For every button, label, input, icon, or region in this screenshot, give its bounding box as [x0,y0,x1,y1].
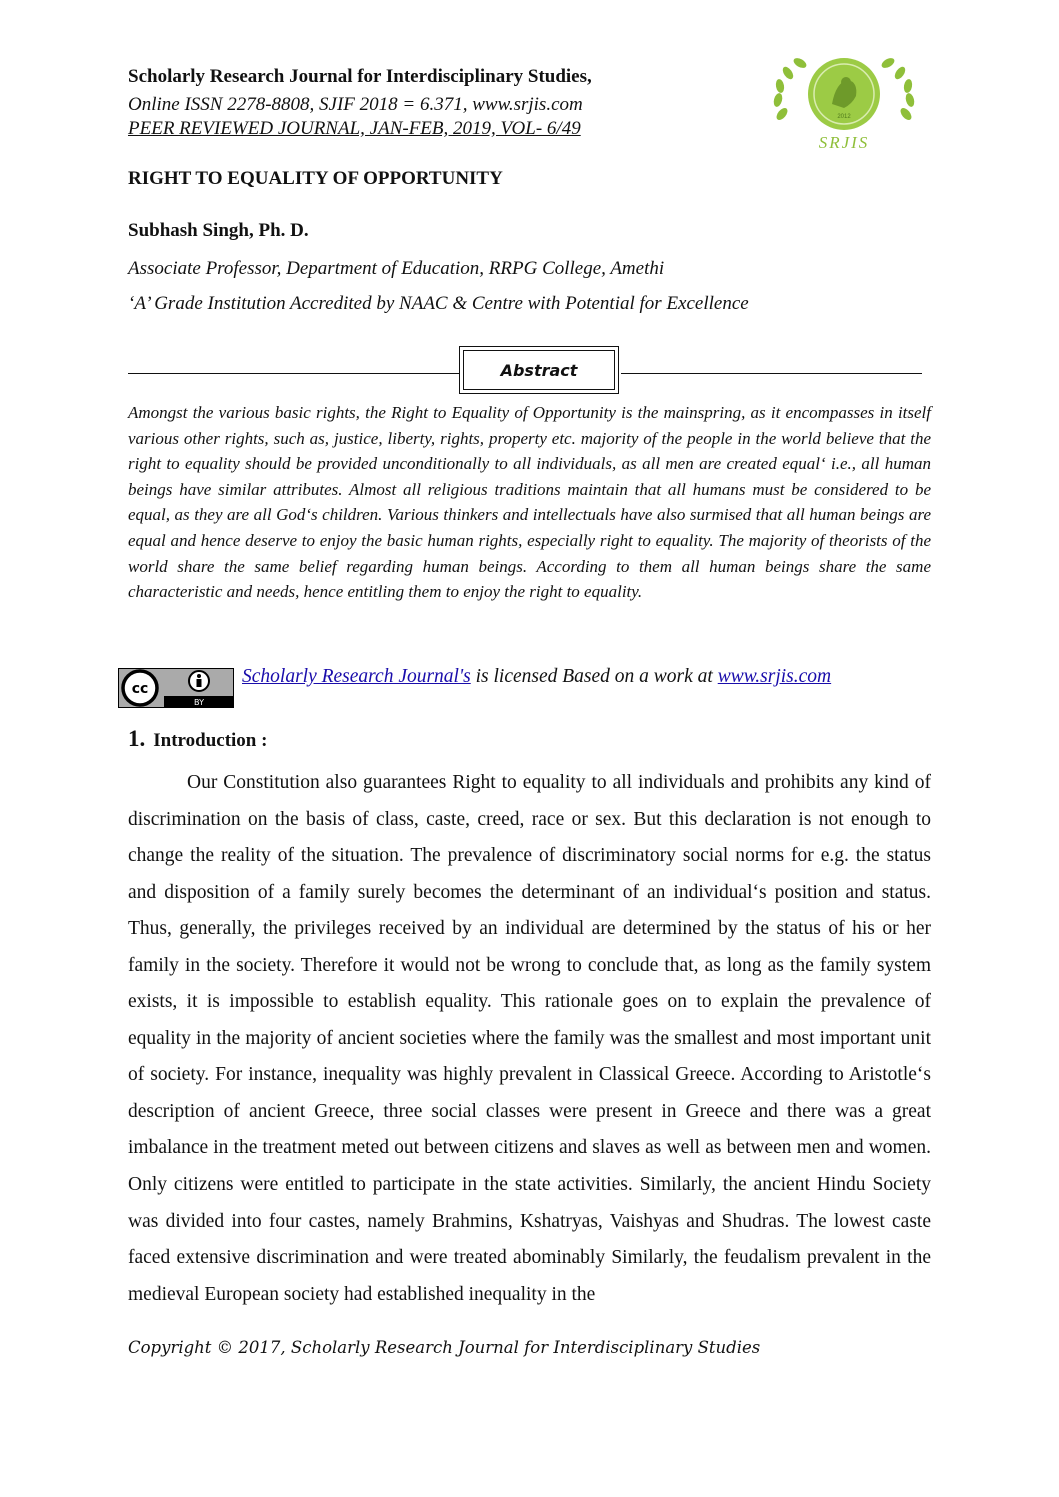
journal-license-link[interactable]: Scholarly Research Journal's [242,666,471,687]
institution-accreditation: ‘A’ Grade Institution Accredited by NAAC & Centre with Potential for Excellence [128,293,749,314]
svg-text:BY: BY [194,698,204,707]
section-title: Introduction : [153,730,268,751]
introduction-paragraph: Our Constitution also guarantees Right to equality to all individuals and prohibits any kind of discrimination on the basis of class, caste, creed, race or sex. But this declaration is not enough to change the reality of the situation. The prevalence of discriminatory social norms for e.g. the status and disposition of a family surely becomes the determinant of an individual‘s position and status. Thus, generally, the privileges received by an individual are determined by the status of his or her family in the society. Therefore it would not be wrong to conclude that, as long as the family system exists, it is impossible to establish equality. This rationale goes on to explain the prevalence of equality in the majority of ancient societies where the family was the smallest and most important unit of society. For instance, inequality was highly prevalent in Classical Greece. According to Aristotle‘s description of ancient Greece, three social classes were present in Greece and there was a great imbalance in the treatment meted out between citizens and slaves as well as between men and women. Only citizens were entitled to participate in the state activities. Similarly, the ancient Hindu Society was divided into four castes, namely Brahmins, Kshatryas, Vaishyas and Shudras. The lowest caste faced extensive discrimination and were treated abominably Similarly, the feudalism prevalent in the medieval European society had established inequality in the [128,772,931,1305]
svg-text:cc: cc [131,681,149,697]
abstract-text [128,400,931,605]
license-text: is licensed Based on a work at [470,666,718,687]
abstract-rule-left [128,373,459,374]
introduction-body [128,765,931,1313]
license-statement [242,666,831,688]
author-name: Subhash Singh, Ph. D. [128,220,309,241]
journal-name: Scholarly Research Journal for Interdisciplinary Studies, [128,66,592,87]
cc-by-license-badge[interactable] [118,668,234,708]
peer-reviewed-line: PEER REVIEWED JOURNAL, JAN-FEB, 2019, VOL- 6/49 [128,118,581,139]
article-title: RIGHT TO EQUALITY OF OPPORTUNITY [128,168,503,189]
abstract-heading: Abstract [463,350,615,390]
srjis-website-link[interactable]: www.srjis.com [717,666,832,687]
section-heading [128,726,267,752]
svg-text:SRJIS: SRJIS [818,133,870,152]
section-number: 1. [128,726,146,751]
svg-text:2012: 2012 [837,114,851,120]
copyright-footer: Copyright © 2017, Scholarly Research Journal for Interdisciplinary Studies [128,1338,761,1357]
issn-line: Online ISSN 2278-8808, SJIF 2018 = 6.371, www.srjis.com [128,94,583,115]
abstract-heading-box [459,346,619,394]
attribution-person-icon [189,671,209,691]
srjis-logo [758,52,930,156]
author-affiliation: Associate Professor, Department of Education, RRPG College, Amethi [128,258,665,279]
abstract-paragraph: Amongst the various basic rights, the Right to Equality of Opportunity is the mainspring, as it encompasses in itself various other rights, such as, justice, liberty, rights, property etc. majority of the people in the world believe that the right to equality should be provided unconditionally to all individuals, as all men are created equal‘ i.e., all human beings have similar attributes. Almost all religious traditions maintain that all humans must be considered to be equal, as they are all God‘s children. Various thinkers and intellectuals have also surmised that all human beings are equal and hence deserve to enjoy the basic human rights, especially right to equality. The majority of theorists of the world share the same belief regarding human beings. According to them all human beings share the same characteristic and needs, hence entitling them to enjoy the right to equality. [128,403,931,602]
abstract-rule-right [621,373,922,374]
cc-icon [123,671,157,705]
